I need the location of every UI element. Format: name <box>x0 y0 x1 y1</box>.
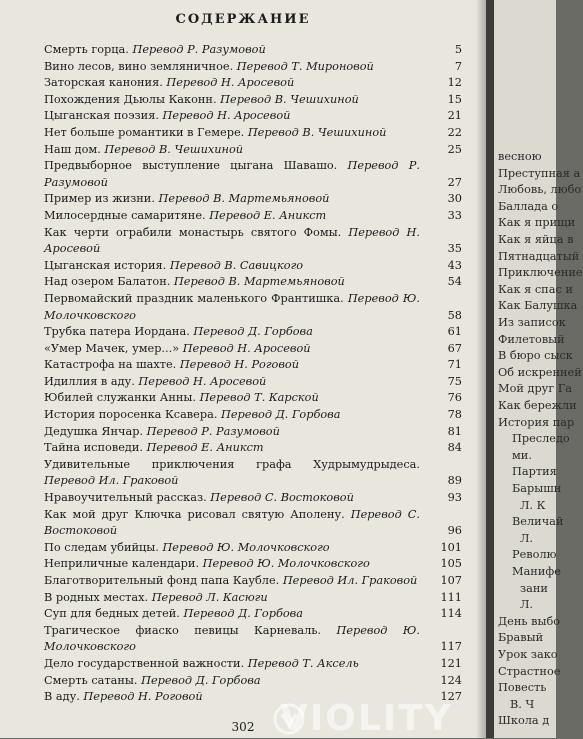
translator: Перевод Н. Аросевой <box>44 225 420 256</box>
right-page-line: Барышн <box>512 482 562 495</box>
right-page-line: Об искренней <box>498 365 582 379</box>
toc-page-number: 117 <box>440 640 462 654</box>
toc-page-number: 96 <box>447 524 462 538</box>
translator: Перевод Д. Горбова <box>193 325 313 339</box>
right-page-line: Л. К <box>520 498 546 512</box>
story-title: Нравоучительный рассказ. <box>44 491 211 505</box>
toc-page-number: 84 <box>447 441 462 455</box>
right-page-line: Преследо <box>512 432 570 446</box>
story-title: Пример из жизни. <box>44 192 159 206</box>
toc-page-number: 121 <box>440 656 462 670</box>
story-title: Идиллия в аду. <box>44 374 139 388</box>
toc-page-number: 27 <box>447 175 462 189</box>
toc-list <box>44 42 462 706</box>
right-page-line: Из записок <box>498 316 566 329</box>
toc-page-number: 78 <box>447 408 462 422</box>
toc-entry-text <box>44 258 436 275</box>
right-page-line: Как Балушка <box>498 299 578 313</box>
page-number: 302 <box>231 720 255 734</box>
translator: Перевод С. Востоковой <box>210 491 354 505</box>
story-title: Милосердные самаритяне. <box>44 208 210 222</box>
toc-entry-text <box>44 324 436 341</box>
story-title: Цыганская поэзия. <box>44 109 163 123</box>
toc-entry-text <box>44 75 436 92</box>
translator: Перевод Р. Разумовой <box>44 159 420 189</box>
toc-entry <box>44 374 462 391</box>
toc-entry-text <box>44 374 436 391</box>
toc-page-number: 81 <box>447 424 462 438</box>
translator: Перевод Ил. Граковой <box>282 574 418 587</box>
story-title: Предвыборное выступление цыгана Шавашо. <box>44 159 348 173</box>
translator: Перевод Д. Горбова <box>221 408 341 422</box>
right-page-line: Любовь, любо <box>498 183 582 197</box>
right-page-line: Л. <box>520 531 534 545</box>
toc-entry <box>44 440 462 457</box>
translator: Перевод Е. Аникст <box>146 441 264 455</box>
toc-entry <box>44 42 462 59</box>
toc-entry <box>44 75 462 92</box>
right-page-line: Пятнадцатый <box>498 249 580 263</box>
story-title: Трубка патера Иордана. <box>44 325 194 339</box>
toc-page-number: 21 <box>447 109 462 123</box>
toc-entry-text <box>44 92 436 109</box>
toc-entry-text <box>44 191 436 208</box>
right-page-line: Величай <box>512 515 564 529</box>
story-title: Над озером Балатон. <box>44 275 174 289</box>
toc-entry-text <box>44 540 436 557</box>
translator: Перевод В. Мартемьяновой <box>158 192 330 206</box>
story-title: «Умер Мачек, умер...» <box>44 341 183 355</box>
page-title: СОДЕРЖАНИЕ <box>175 12 311 27</box>
right-page-line: весною <box>498 150 542 163</box>
right-page-line: История пар <box>498 415 575 429</box>
toc-entry <box>44 424 462 441</box>
story-title: Нет больше романтики в Гемере. <box>44 125 248 139</box>
story-title: Дедушка Янчар. <box>44 424 147 438</box>
toc-page-number: 127 <box>440 690 462 704</box>
toc-entry <box>44 606 462 623</box>
story-title: Смерть сатаны. <box>44 673 142 687</box>
story-title: Цыганская история. <box>44 258 170 272</box>
translator: Перевод Т. Мироновой <box>236 59 374 73</box>
toc-page-number: 33 <box>447 208 462 222</box>
story-title: Юбилей служанки Анны. <box>44 391 200 405</box>
story-title: Суп для бедных детей. <box>44 607 184 621</box>
toc-entry-text <box>44 440 436 457</box>
right-page-line: Как я прищи <box>498 216 576 230</box>
story-title: Похождения Дьюлы Каконн. <box>44 92 221 106</box>
right-page-line: Партия <box>512 465 557 479</box>
translator: Перевод Д. Горбова <box>183 607 303 621</box>
toc-page-number: 107 <box>440 574 462 587</box>
right-page-line: Бравый <box>498 631 544 645</box>
story-title: Смерть горца. <box>44 43 133 56</box>
toc-entry-text <box>44 208 436 225</box>
toc-page-number: 75 <box>447 374 462 388</box>
toc-page-number: 30 <box>447 192 462 206</box>
right-page-line: Манифе <box>512 565 561 578</box>
translator: Перевод В. Чешихиной <box>220 92 359 106</box>
right-page-line: Как я спас и <box>498 282 573 296</box>
right-page-line: Преступная а <box>498 166 581 180</box>
translator: Перевод Н. Аросевой <box>166 76 295 90</box>
right-page-line: Как бережли <box>498 399 577 412</box>
translator: Перевод Н. Аросевой <box>162 109 291 123</box>
toc-entry-text <box>44 590 436 607</box>
story-title: Благотворительный фонд папа Каубле. <box>44 574 283 587</box>
toc-entry <box>44 357 462 374</box>
toc-entry <box>44 656 462 673</box>
toc-entry-text <box>44 341 436 358</box>
toc-page-number: 114 <box>440 607 462 621</box>
story-title: Катастрофа на шахте. <box>44 358 180 372</box>
toc-page-number: 67 <box>447 341 462 355</box>
right-page-line: Урок зако <box>498 648 558 661</box>
translator: Перевод Р. Разумовой <box>132 43 266 56</box>
toc-entry-text <box>44 42 436 59</box>
toc-entry <box>44 92 462 109</box>
book-gutter <box>486 0 494 738</box>
translator: Перевод Н. Аросевой <box>138 374 267 388</box>
watermark: VIOLITY <box>280 698 453 739</box>
toc-entry <box>44 291 462 324</box>
toc-entry <box>44 407 462 424</box>
story-title: В аду. <box>44 690 84 704</box>
toc-entry <box>44 341 462 358</box>
translator: Перевод С. Востоковой <box>44 507 420 538</box>
toc-entry-text <box>44 556 436 573</box>
toc-page-number: 5 <box>454 43 462 56</box>
toc-page-number: 58 <box>447 308 462 322</box>
toc-entry <box>44 573 462 590</box>
right-page-line: Школа д <box>498 714 550 728</box>
translator: Перевод Е. Аникст <box>209 208 327 222</box>
translator: Перевод Д. Горбова <box>141 673 261 687</box>
translator: Перевод Ил. Граковой <box>44 474 179 488</box>
right-page-fragment <box>494 0 583 738</box>
toc-entry <box>44 108 462 125</box>
story-title: По следам убийцы. <box>44 540 163 554</box>
toc-entry-text <box>44 606 436 623</box>
right-page-line: В. Ч <box>510 697 535 711</box>
story-title: Заторская канония. <box>44 76 167 90</box>
right-page-line: Как я яйца в <box>498 233 574 246</box>
toc-entry <box>44 490 462 507</box>
toc-entry-text <box>44 407 436 424</box>
story-title: Тайна исповеди. <box>44 441 147 455</box>
toc-entry <box>44 324 462 341</box>
translator: Перевод В. Чешихиной <box>247 125 387 139</box>
toc-entry-text <box>44 158 436 191</box>
translator: Перевод Л. Касюги <box>151 590 268 604</box>
toc-entry <box>44 540 462 557</box>
translator: Перевод Н. Роговой <box>83 690 203 704</box>
toc-entry-text <box>44 357 436 374</box>
story-title: Вино лесов, вино земляничное. <box>44 59 237 73</box>
right-page-line: День выбо <box>498 614 561 628</box>
toc-entry-text <box>44 142 436 159</box>
right-page-line: Филетовый <box>498 332 565 346</box>
toc-entry <box>44 225 462 258</box>
translator: Перевод Т. Карской <box>199 391 319 405</box>
toc-entry <box>44 125 462 142</box>
toc-page-number: 25 <box>447 142 462 156</box>
toc-page-number: 76 <box>447 391 462 405</box>
toc-page-number: 93 <box>447 491 462 505</box>
toc-page-number: 111 <box>440 590 462 604</box>
toc-page-number: 43 <box>447 258 462 272</box>
toc-entry-text <box>44 673 436 690</box>
toc-page-number: 61 <box>447 325 462 339</box>
toc-entry-text <box>44 656 436 673</box>
toc-entry-text <box>44 390 436 407</box>
right-page-line: Мой друг Га <box>498 382 573 396</box>
right-page-line: Л. <box>520 598 534 612</box>
toc-entry <box>44 457 462 490</box>
toc-entry-text <box>44 457 436 490</box>
right-page-line: В бюро сыск <box>498 349 573 363</box>
toc-entry-text <box>44 274 436 291</box>
toc-page-number: 124 <box>440 673 462 687</box>
translator: Перевод Ю. Молочковского <box>44 291 420 322</box>
toc-page-number: 35 <box>447 242 462 256</box>
toc-page-number: 7 <box>454 59 462 73</box>
toc-entry <box>44 590 462 607</box>
story-title: Трагическое фиаско певицы Карневаль. <box>44 623 337 637</box>
toc-entry-text <box>44 573 436 590</box>
story-title: Дело государственной важности. <box>44 656 248 670</box>
translator: Перевод Т. Аксель <box>247 656 359 670</box>
story-title: Неприличные календари. <box>44 557 203 571</box>
translator: Перевод Р. Разумовой <box>146 424 280 438</box>
story-title: Как черти ограбили монастырь святого Фомы. <box>44 225 349 239</box>
toc-entry-text <box>44 507 436 540</box>
right-page-line: Повесть <box>498 681 547 695</box>
toc-entry <box>44 59 462 76</box>
toc-entry <box>44 673 462 690</box>
toc-entry <box>44 191 462 208</box>
toc-entry <box>44 158 462 191</box>
story-title: Удивительные приключения графа Худрымудрыдеса. <box>44 457 420 471</box>
right-page-line: Револю <box>512 548 557 562</box>
toc-page-number: 54 <box>447 275 462 289</box>
toc-entry-text <box>44 291 436 324</box>
toc-entry <box>44 258 462 275</box>
toc-page-number: 22 <box>447 125 462 139</box>
toc-entry-text <box>44 424 436 441</box>
story-title: История поросенка Ксавера. <box>44 408 221 422</box>
toc-entry <box>44 507 462 540</box>
toc-entry <box>44 390 462 407</box>
toc-page-number: 12 <box>447 76 462 90</box>
translator: Перевод В. Чешихиной <box>104 142 244 156</box>
toc-page-number: 71 <box>447 358 462 372</box>
story-title: В родных местах. <box>44 590 152 604</box>
translator: Перевод В. Савицкого <box>169 258 304 272</box>
toc-entry <box>44 208 462 225</box>
toc-page-number: 105 <box>440 557 462 571</box>
toc-entry <box>44 623 462 656</box>
toc-page-number: 15 <box>447 92 462 106</box>
translator: Перевод Ю. Молочковского <box>162 540 330 554</box>
right-page-line: ми. <box>512 448 532 462</box>
toc-entry <box>44 142 462 159</box>
toc-entry-text <box>44 490 436 507</box>
right-page-line: Баллада о <box>498 199 559 213</box>
toc-entry-text <box>44 59 436 76</box>
translator: Перевод В. Мартемьяновой <box>173 275 345 289</box>
toc-entry-text <box>44 125 436 142</box>
right-page-line: Приключение <box>498 266 583 280</box>
translator: Перевод Ю. Молочковского <box>44 623 421 654</box>
story-title: Как мой друг Ключка рисовал святую Аполену. <box>44 507 351 521</box>
right-page-line: зани <box>520 581 548 595</box>
toc-entry-text <box>44 225 436 258</box>
toc-entry-text <box>44 108 436 125</box>
translator: Перевод Ю. Молочковского <box>202 557 370 571</box>
translator: Перевод Н. Роговой <box>179 358 300 372</box>
translator: Перевод Н. Аросевой <box>182 341 311 355</box>
toc-entry-text <box>44 623 436 656</box>
right-page-line: Страстное <box>498 664 561 678</box>
story-title: Первомайский праздник маленького Франтишка. <box>44 291 348 305</box>
toc-entry <box>44 274 462 291</box>
toc-entry <box>44 556 462 573</box>
story-title: Наш дом. <box>44 142 105 156</box>
toc-page-number: 89 <box>447 474 462 488</box>
toc-page-number: 101 <box>440 540 462 554</box>
